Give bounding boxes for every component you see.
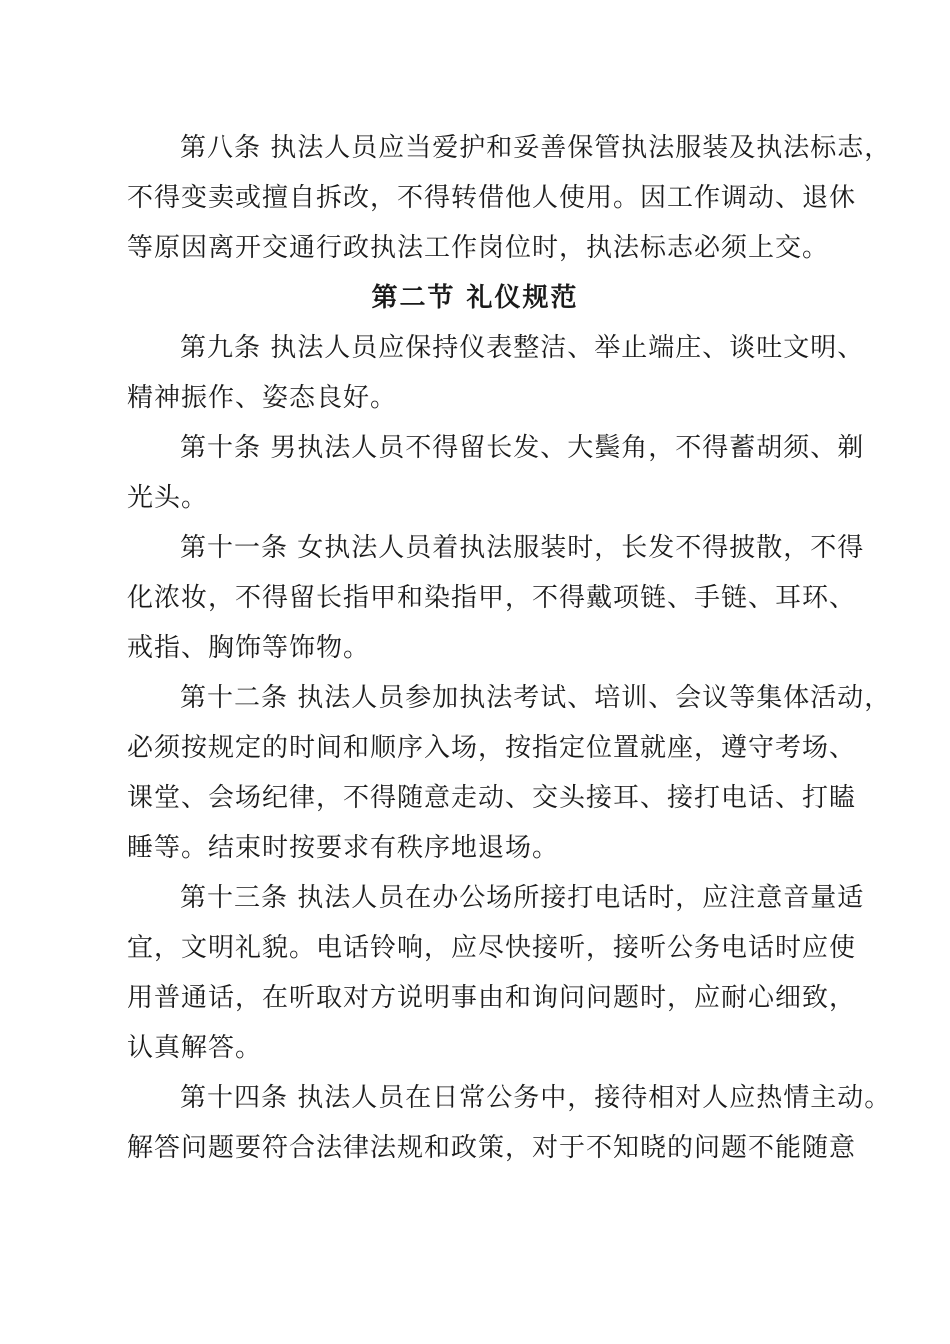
article-12-line-3: 课堂、会场纪律，不得随意走动、交头接耳、接打电话、打瞌 xyxy=(127,783,857,813)
article-10-line-1: 第十条 男执法人员不得留长发、大鬓角，不得蓄胡须、剃 xyxy=(180,433,865,463)
article-8-line-2: 不得变卖或擅自拆改，不得转借他人使用。因工作调动、退休 xyxy=(127,183,857,213)
article-8-line-1: 第八条 执法人员应当爱护和妥善保管执法服装及执法标志， xyxy=(180,133,892,163)
article-9-line-1: 第九条 执法人员应保持仪表整洁、举止端庄、谈吐文明、 xyxy=(180,333,865,363)
section-heading: 第二节 礼仪规范 xyxy=(371,283,579,313)
article-13-line-4: 认真解答。 xyxy=(127,1033,263,1063)
article-13-line-3: 用普通话，在听取对方说明事由和询问问题时，应耐心细致， xyxy=(127,983,857,1013)
article-11-line-1: 第十一条 女执法人员着执法服装时，长发不得披散，不得 xyxy=(180,533,865,563)
article-12-line-2: 必须按规定的时间和顺序入场，按指定位置就座，遵守考场、 xyxy=(127,733,857,763)
article-13-line-1: 第十三条 执法人员在办公场所接打电话时，应注意音量适 xyxy=(180,883,865,913)
article-12-line-1: 第十二条 执法人员参加执法考试、培训、会议等集体活动， xyxy=(180,683,892,713)
article-10-line-2: 光头。 xyxy=(127,483,209,513)
article-12-line-4: 睡等。结束时按要求有秩序地退场。 xyxy=(127,833,560,863)
article-11-line-3: 戒指、胸饰等饰物。 xyxy=(127,633,371,663)
article-14-line-2: 解答问题要符合法律法规和政策，对于不知晓的问题不能随意 xyxy=(127,1133,857,1163)
article-9-line-2: 精神振作、姿态良好。 xyxy=(127,383,398,413)
article-8-line-3: 等原因离开交通行政执法工作岗位时，执法标志必须上交。 xyxy=(127,233,830,263)
article-13-line-2: 宜，文明礼貌。电话铃响，应尽快接听，接听公务电话时应使 xyxy=(127,933,857,963)
article-11-line-2: 化浓妆，不得留长指甲和染指甲，不得戴项链、手链、耳环、 xyxy=(127,583,857,613)
article-14-line-1: 第十四条 执法人员在日常公务中，接待相对人应热情主动。 xyxy=(180,1083,892,1113)
